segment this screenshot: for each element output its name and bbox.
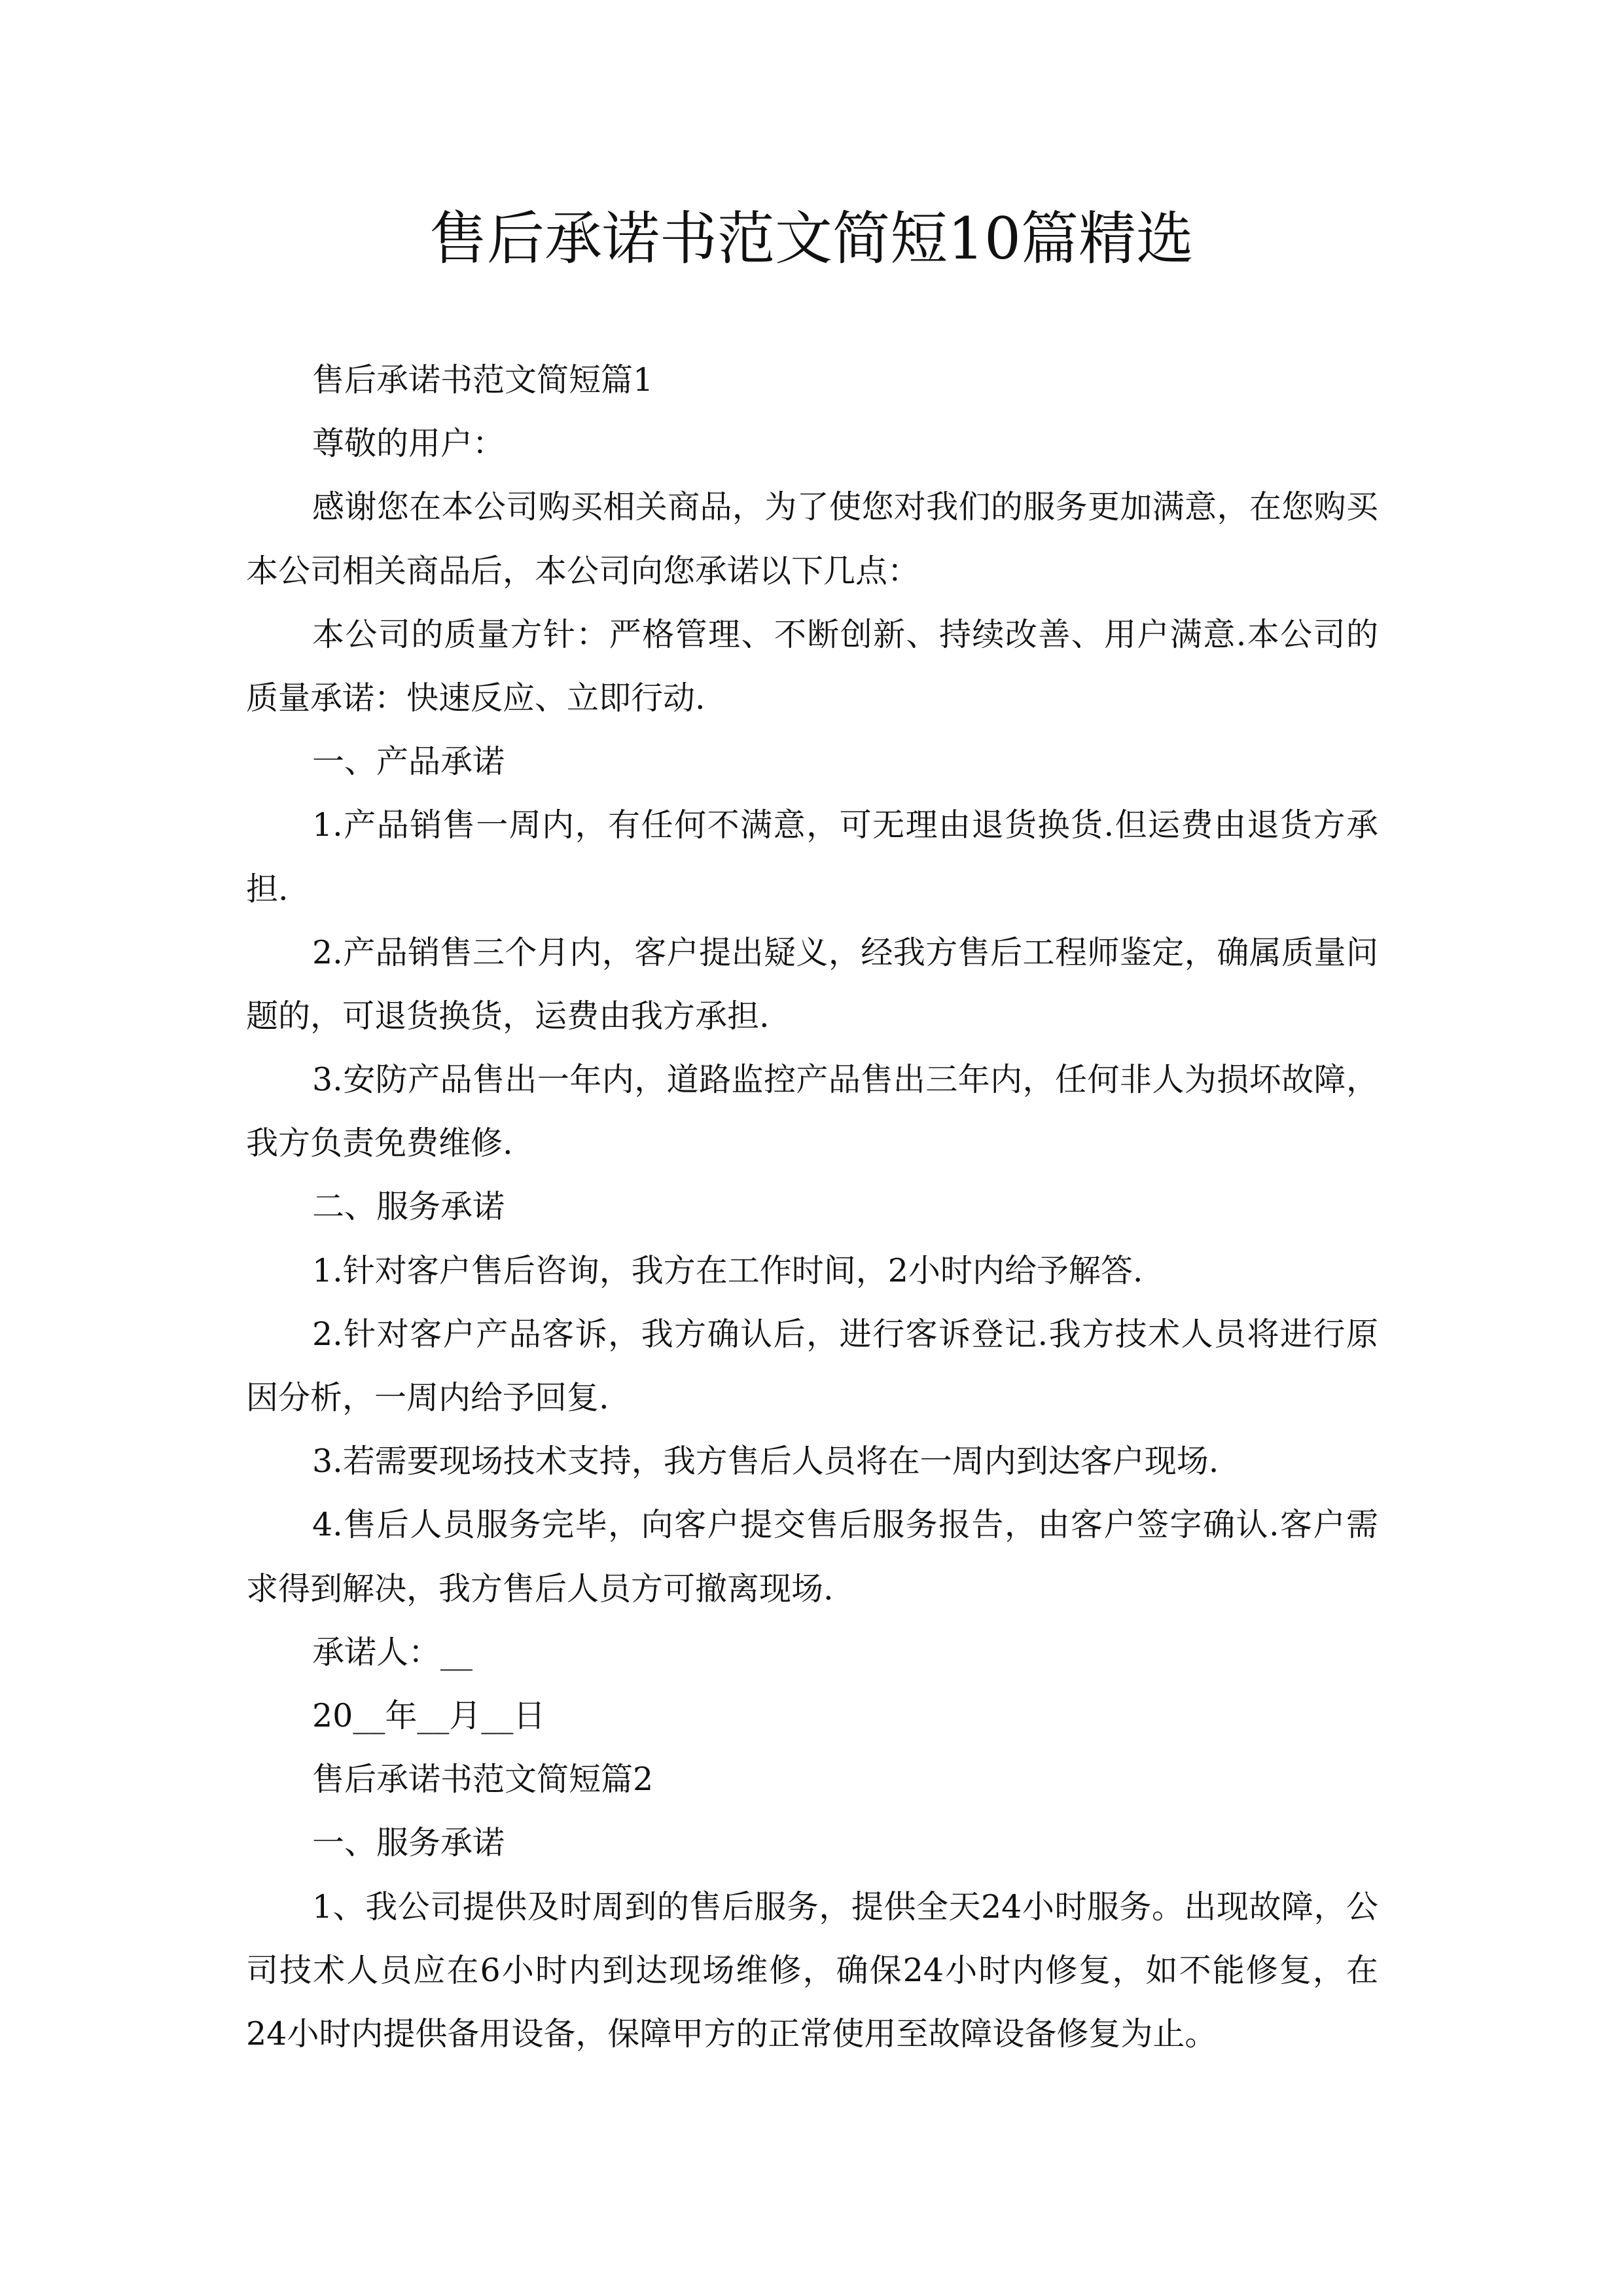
text-line: 担. [246, 870, 289, 908]
text-line: 我方负责免费维修. [246, 1124, 513, 1162]
paragraph [246, 1493, 1378, 1620]
text-line: 承诺人：__ [312, 1633, 473, 1671]
text-line: 2.针对客户产品客诉，我方确认后，进行客诉登记.我方技术人员将进行原 [312, 1315, 1378, 1353]
text-line: 尊敬的用户： [312, 425, 505, 463]
paragraph [246, 730, 1378, 793]
text-line: 1.针对客户售后咨询，我方在工作时间，2小时内给予解答. [312, 1251, 1143, 1289]
paragraph [246, 1429, 1378, 1493]
paragraph [246, 1811, 1378, 1874]
text-line: 4.售后人员服务完毕，向客户提交售后服务报告，由客户签字确认.客户需 [312, 1506, 1378, 1544]
paragraph [246, 1684, 1378, 1748]
paragraph [246, 921, 1378, 1048]
paragraph [246, 412, 1378, 475]
text-line: 本公司的质量方针：严格管理、不断创新、持续改善、用户满意.本公司的 [312, 615, 1378, 653]
text-line: 求得到解决，我方售后人员方可撤离现场. [246, 1570, 834, 1607]
paragraph [246, 475, 1378, 602]
paragraph [246, 1748, 1378, 1811]
paragraph [246, 793, 1378, 920]
paragraph [246, 1239, 1378, 1302]
paragraph [246, 1875, 1378, 2066]
text-line: 司技术人员应在6小时内到达现场维修，确保24小时内修复，如不能修复，在 [246, 1951, 1378, 1989]
paragraph [246, 1621, 1378, 1684]
text-line: 因分析，一周内给予回复. [246, 1379, 609, 1416]
text-line: 24小时内提供备用设备，保障甲方的正常使用至故障设备修复为止。 [246, 2015, 1217, 2053]
text-line: 20__年__月__日 [312, 1696, 546, 1734]
document-title: 售后承诺书范文简短10篇精选 [429, 205, 1194, 272]
paragraph [246, 1048, 1378, 1175]
text-line: 一、产品承诺 [312, 743, 505, 781]
text-line: 3.若需要现场技术支持，我方售后人员将在一周内到达客户现场. [312, 1443, 1219, 1480]
text-line: 二、服务承诺 [312, 1188, 505, 1226]
document-body [246, 348, 1378, 2066]
text-line: 感谢您在本公司购买相关商品，为了使您对我们的服务更加满意，在您购买 [312, 488, 1378, 526]
text-line: 售后承诺书范文简短篇2 [312, 1761, 654, 1799]
text-line: 本公司相关商品后，本公司向您承诺以下几点： [246, 552, 920, 590]
text-line: 题的，可退货换货，运费由我方承担. [246, 997, 770, 1035]
paragraph [246, 348, 1378, 412]
text-line: 3.安防产品售出一年内，道路监控产品售出三年内，任何非人为损坏故障， [312, 1061, 1378, 1099]
text-line: 一、服务承诺 [312, 1824, 505, 1862]
text-line: 1.产品销售一周内，有任何不满意，可无理由退货换货.但运费由退货方承 [312, 806, 1378, 844]
paragraph [246, 603, 1378, 730]
text-line: 1、我公司提供及时周到的售后服务，提供全天24小时服务。出现故障，公 [312, 1888, 1378, 1926]
text-line: 售后承诺书范文简短篇1 [312, 361, 654, 399]
text-line: 质量承诺：快速反应、立即行动. [246, 679, 705, 717]
paragraph [246, 1175, 1378, 1238]
paragraph [246, 1302, 1378, 1429]
text-line: 2.产品销售三个月内，客户提出疑义，经我方售后工程师鉴定，确属质量问 [312, 933, 1378, 971]
